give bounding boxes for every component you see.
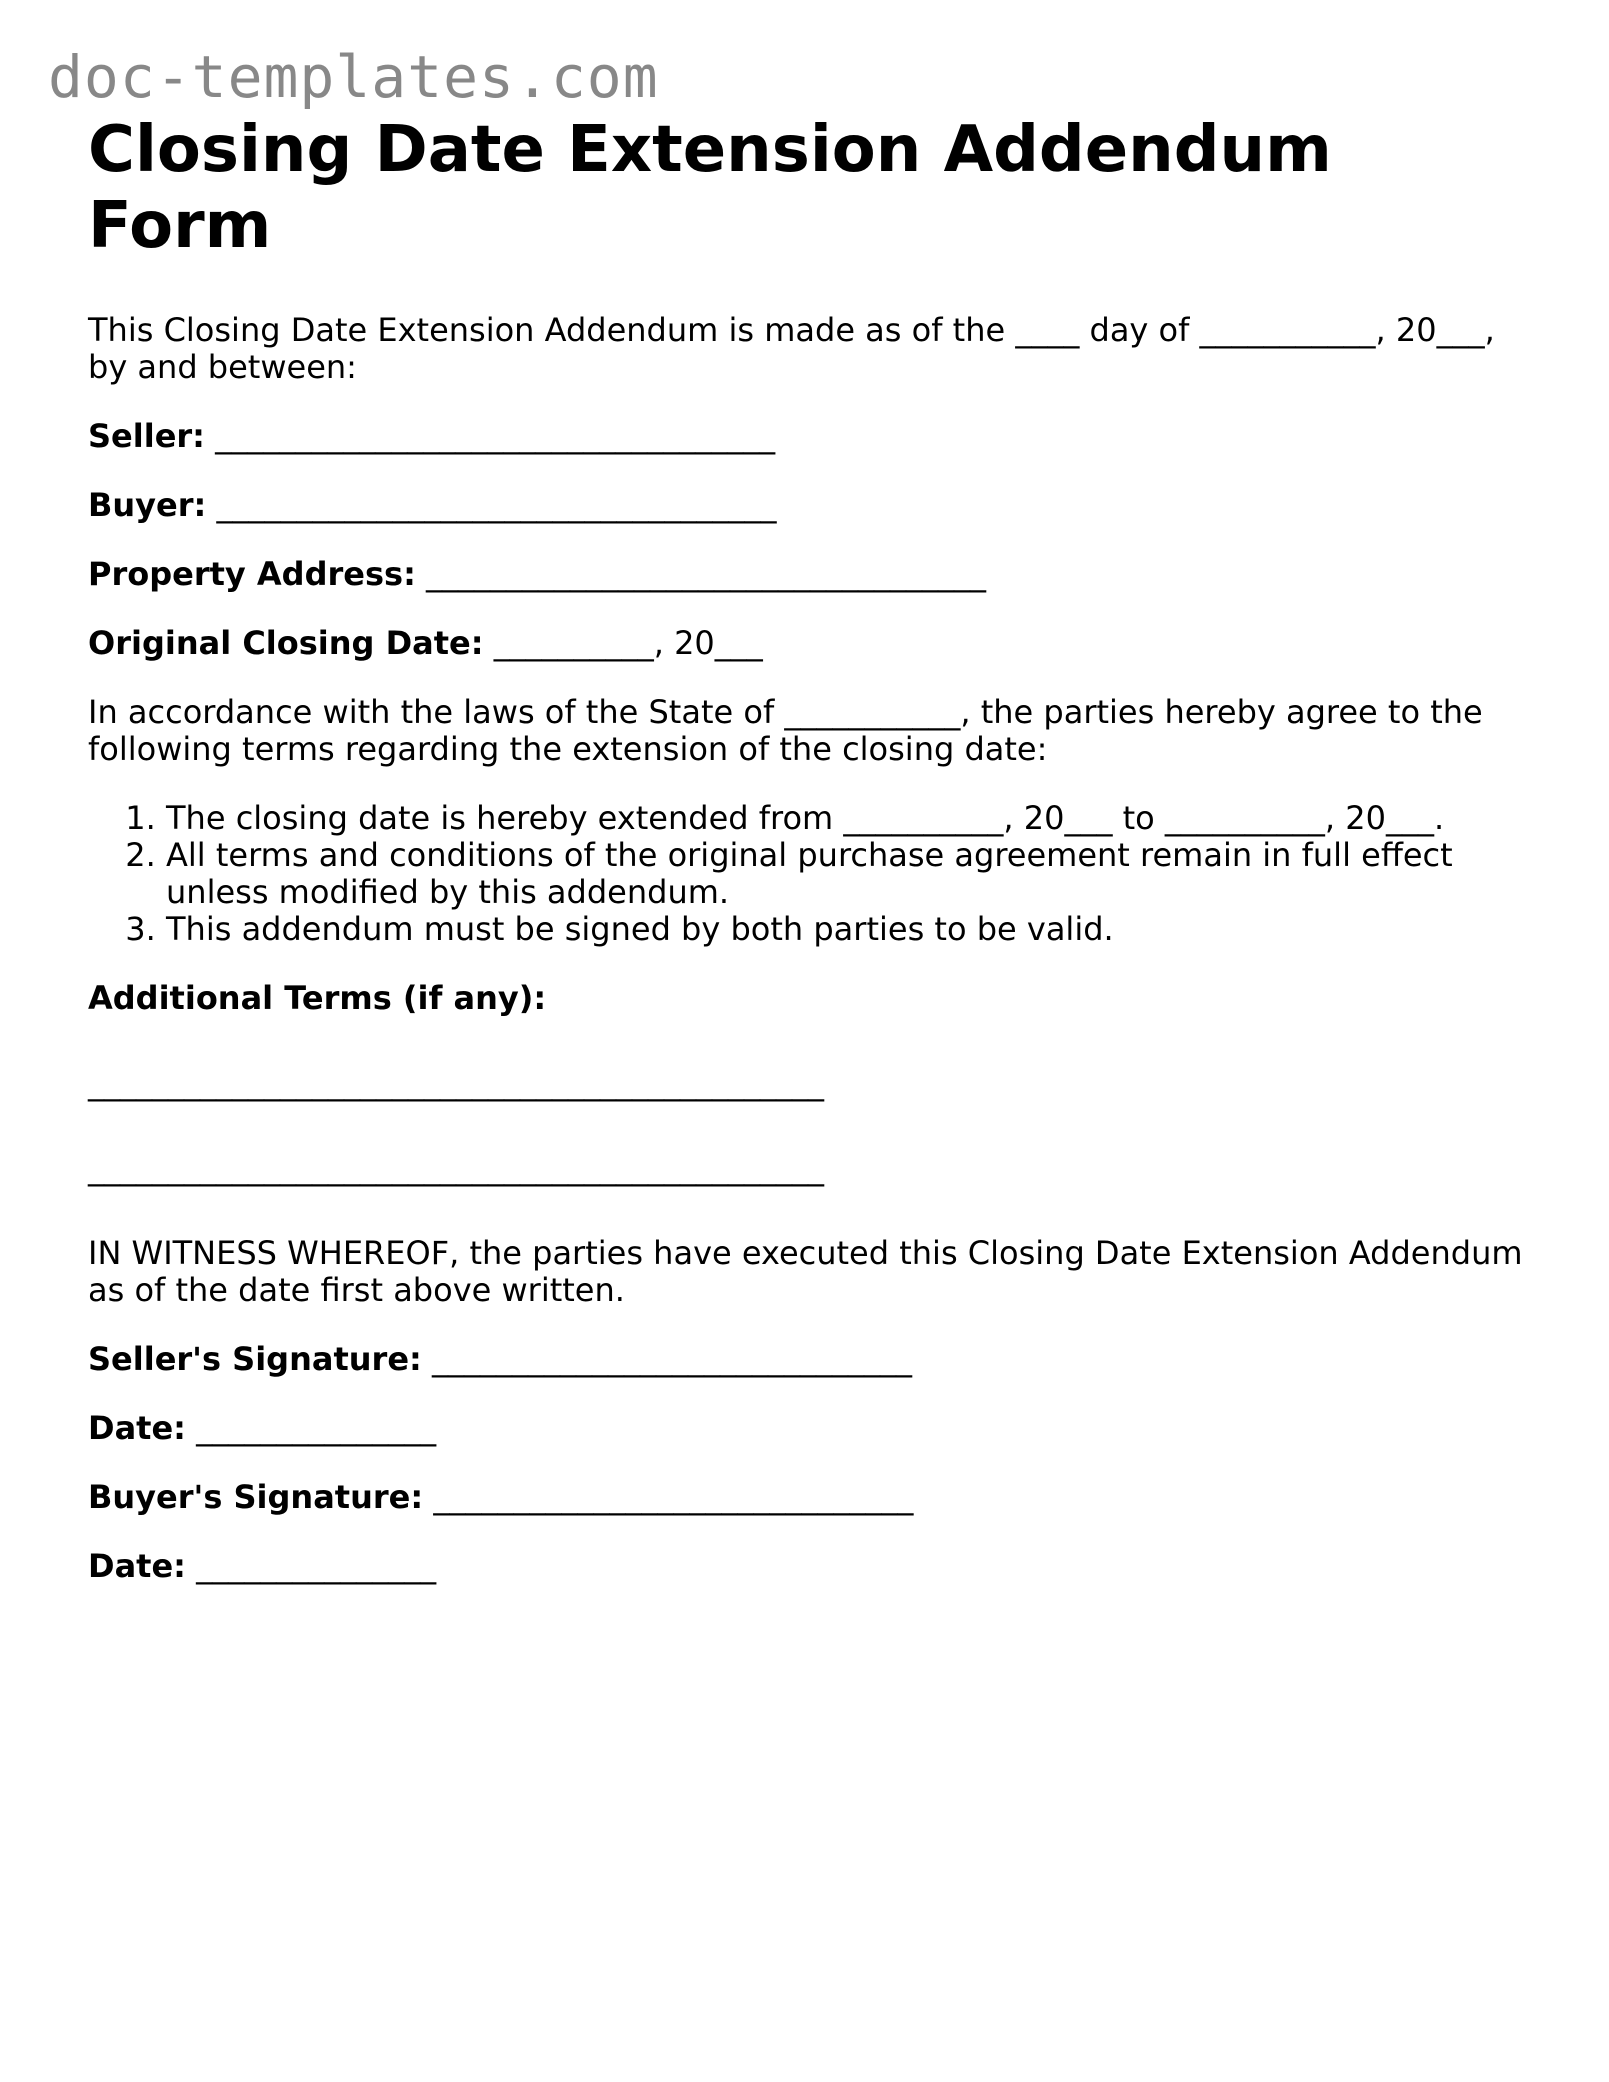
seller-date-label: Date: bbox=[88, 1409, 186, 1447]
seller-signature-blank[interactable]: ______________________________ bbox=[431, 1340, 912, 1378]
original-closing-date-blank[interactable]: __________, 20___ bbox=[493, 624, 763, 662]
property-address-label: Property Address: bbox=[88, 555, 416, 593]
buyer-field bbox=[88, 487, 1528, 524]
list-item: 3. This addendum must be signed by both parties to be valid. bbox=[166, 911, 1528, 948]
intro-paragraph: This Closing Date Extension Addendum is made as of the ____ day of ___________, 20___, by and between: bbox=[88, 311, 1495, 386]
list-item: 1. The closing date is hereby extended from __________, 20___ to __________, 20___. bbox=[166, 800, 1528, 837]
list-item: 2. All terms and conditions of the original purchase agreement remain in full effect unless modified by this addendum. bbox=[166, 837, 1528, 911]
watermark: doc-templates.com bbox=[48, 43, 659, 111]
buyer-signature-label: Buyer's Signature: bbox=[88, 1478, 424, 1516]
original-closing-date-field bbox=[88, 625, 1528, 662]
seller-date-blank[interactable]: _______________ bbox=[196, 1409, 437, 1447]
original-closing-date-label: Original Closing Date: bbox=[88, 624, 484, 662]
property-address-blank[interactable]: ___________________________________ bbox=[426, 555, 987, 593]
buyer-date-field bbox=[88, 1548, 1528, 1585]
property-address-field bbox=[88, 556, 1528, 593]
seller-signature-label: Seller's Signature: bbox=[88, 1340, 422, 1378]
buyer-date-label: Date: bbox=[88, 1547, 186, 1585]
buyer-label: Buyer: bbox=[88, 486, 207, 524]
witness-paragraph: IN WITNESS WHEREOF, the parties have executed this Closing Date Extension Addendum as of the date first above written. bbox=[88, 1234, 1523, 1309]
buyer-date-blank[interactable]: _______________ bbox=[196, 1547, 437, 1585]
additional-terms-line-2[interactable]: ______________________________________________ bbox=[88, 1149, 824, 1187]
page-title: Closing Date Extension Addendum Form bbox=[88, 113, 1332, 263]
seller-date-field bbox=[88, 1410, 1528, 1447]
buyer-signature-blank[interactable]: ______________________________ bbox=[433, 1478, 914, 1516]
seller-field bbox=[88, 418, 1528, 455]
terms-list bbox=[88, 800, 1528, 948]
seller-label: Seller: bbox=[88, 417, 205, 455]
seller-blank[interactable]: ___________________________________ bbox=[215, 417, 776, 455]
additional-terms-label: Additional Terms (if any): bbox=[88, 979, 547, 1017]
buyer-blank[interactable]: ___________________________________ bbox=[216, 486, 777, 524]
seller-signature-field bbox=[88, 1341, 1528, 1378]
law-paragraph: In accordance with the laws of the State of ___________, the parties hereby agree to the following terms regarding the extension of the closing date: bbox=[88, 693, 1483, 768]
document-page bbox=[88, 112, 1528, 1585]
additional-terms-line-1[interactable]: ______________________________________________ bbox=[88, 1064, 824, 1102]
buyer-signature-field bbox=[88, 1479, 1528, 1516]
